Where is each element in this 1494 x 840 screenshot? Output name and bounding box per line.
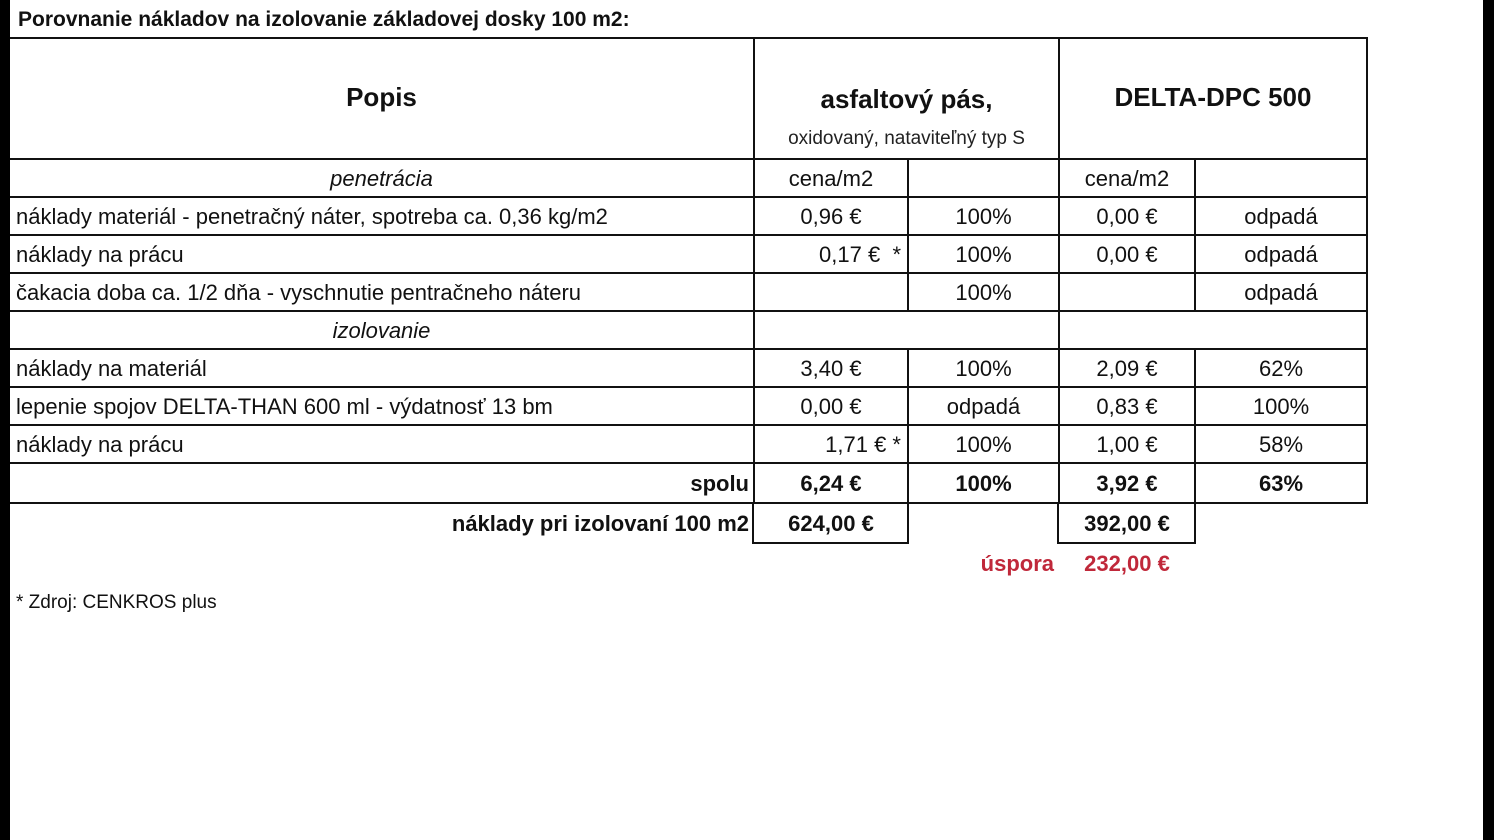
row-b-percent: odpadá — [1244, 280, 1318, 305]
row-b-percent: 100% — [1252, 394, 1310, 419]
row-b-percent: odpadá — [1244, 204, 1318, 229]
total-a-price: 6,24 € — [800, 471, 862, 496]
row-a-price: 3,40 € — [800, 356, 862, 381]
total-a-percent: 100% — [955, 471, 1012, 496]
total-b-price: 3,92 € — [1096, 471, 1158, 496]
row-a-percent: 100% — [955, 356, 1012, 381]
section-label-izolovanie: izolovanie — [332, 318, 431, 343]
row-b-price: 0,83 € — [1096, 394, 1158, 419]
row-a-percent: 100% — [955, 280, 1012, 305]
row-a-price: 0,00 € — [800, 394, 862, 419]
cost-100m2-b: 392,00 € — [1084, 511, 1170, 536]
unit-label-b: cena/m2 — [1084, 166, 1170, 191]
row-b-price: 1,00 € — [1096, 432, 1158, 457]
cost-100m2-label: náklady pri izolovaní 100 m2 — [451, 511, 749, 536]
row-a-price: 1,71 € * — [825, 432, 901, 457]
total-b-percent: 63% — [1258, 471, 1304, 496]
savings-value: 232,00 € — [1084, 551, 1170, 576]
header-popis: Popis — [346, 82, 417, 112]
row-label: čakacia doba ca. 1/2 dňa - vyschnutie pentračneho náteru — [16, 280, 582, 305]
row-b-percent: odpadá — [1244, 242, 1318, 267]
row-b-price: 0,00 € — [1096, 242, 1158, 267]
row-a-percent: 100% — [955, 432, 1012, 457]
cost-100m2-a: 624,00 € — [788, 511, 874, 536]
document-title: Porovnanie nákladov na izolovanie základovej dosky 100 m2: — [18, 8, 630, 31]
row-b-price: 0,00 € — [1096, 204, 1158, 229]
grid-line — [1366, 37, 1368, 504]
row-label: náklady na prácu — [16, 432, 184, 457]
header-delta-dpc: DELTA-DPC 500 — [1114, 82, 1312, 112]
header-asfaltovy-pas: asfaltový pás, — [820, 84, 993, 114]
row-label: náklady materiál - penetračný náter, spotreba ca. 0,36 kg/m2 — [16, 204, 608, 229]
row-label: lepenie spojov DELTA-THAN 600 ml - výdatnosť 13 bm — [16, 394, 553, 419]
footnote-source: * Zdroj: CENKROS plus — [16, 592, 217, 613]
row-a-price: 0,17 € * — [819, 242, 901, 267]
row-label: náklady na materiál — [16, 356, 207, 381]
row-b-percent: 58% — [1258, 432, 1304, 457]
row-a-percent: 100% — [955, 204, 1012, 229]
savings-label: úspora — [980, 551, 1054, 576]
row-label: náklady na prácu — [16, 242, 184, 267]
row-b-price — [1060, 274, 1194, 312]
row-b-percent: 62% — [1258, 356, 1304, 381]
section-label-penetracia: penetrácia — [330, 166, 433, 191]
row-a-percent: odpadá — [946, 394, 1021, 419]
row-a-percent: 100% — [955, 242, 1012, 267]
total-label: spolu — [690, 471, 749, 496]
row-b-price: 2,09 € — [1096, 356, 1158, 381]
document-page — [10, 0, 1483, 840]
grid-line — [10, 37, 1368, 39]
row-a-price — [755, 274, 907, 312]
header-asfaltovy-pas-subtitle: oxidovaný, nataviteľný typ S — [788, 128, 1025, 149]
unit-label-a: cena/m2 — [788, 166, 874, 191]
row-a-price: 0,96 € — [800, 204, 862, 229]
